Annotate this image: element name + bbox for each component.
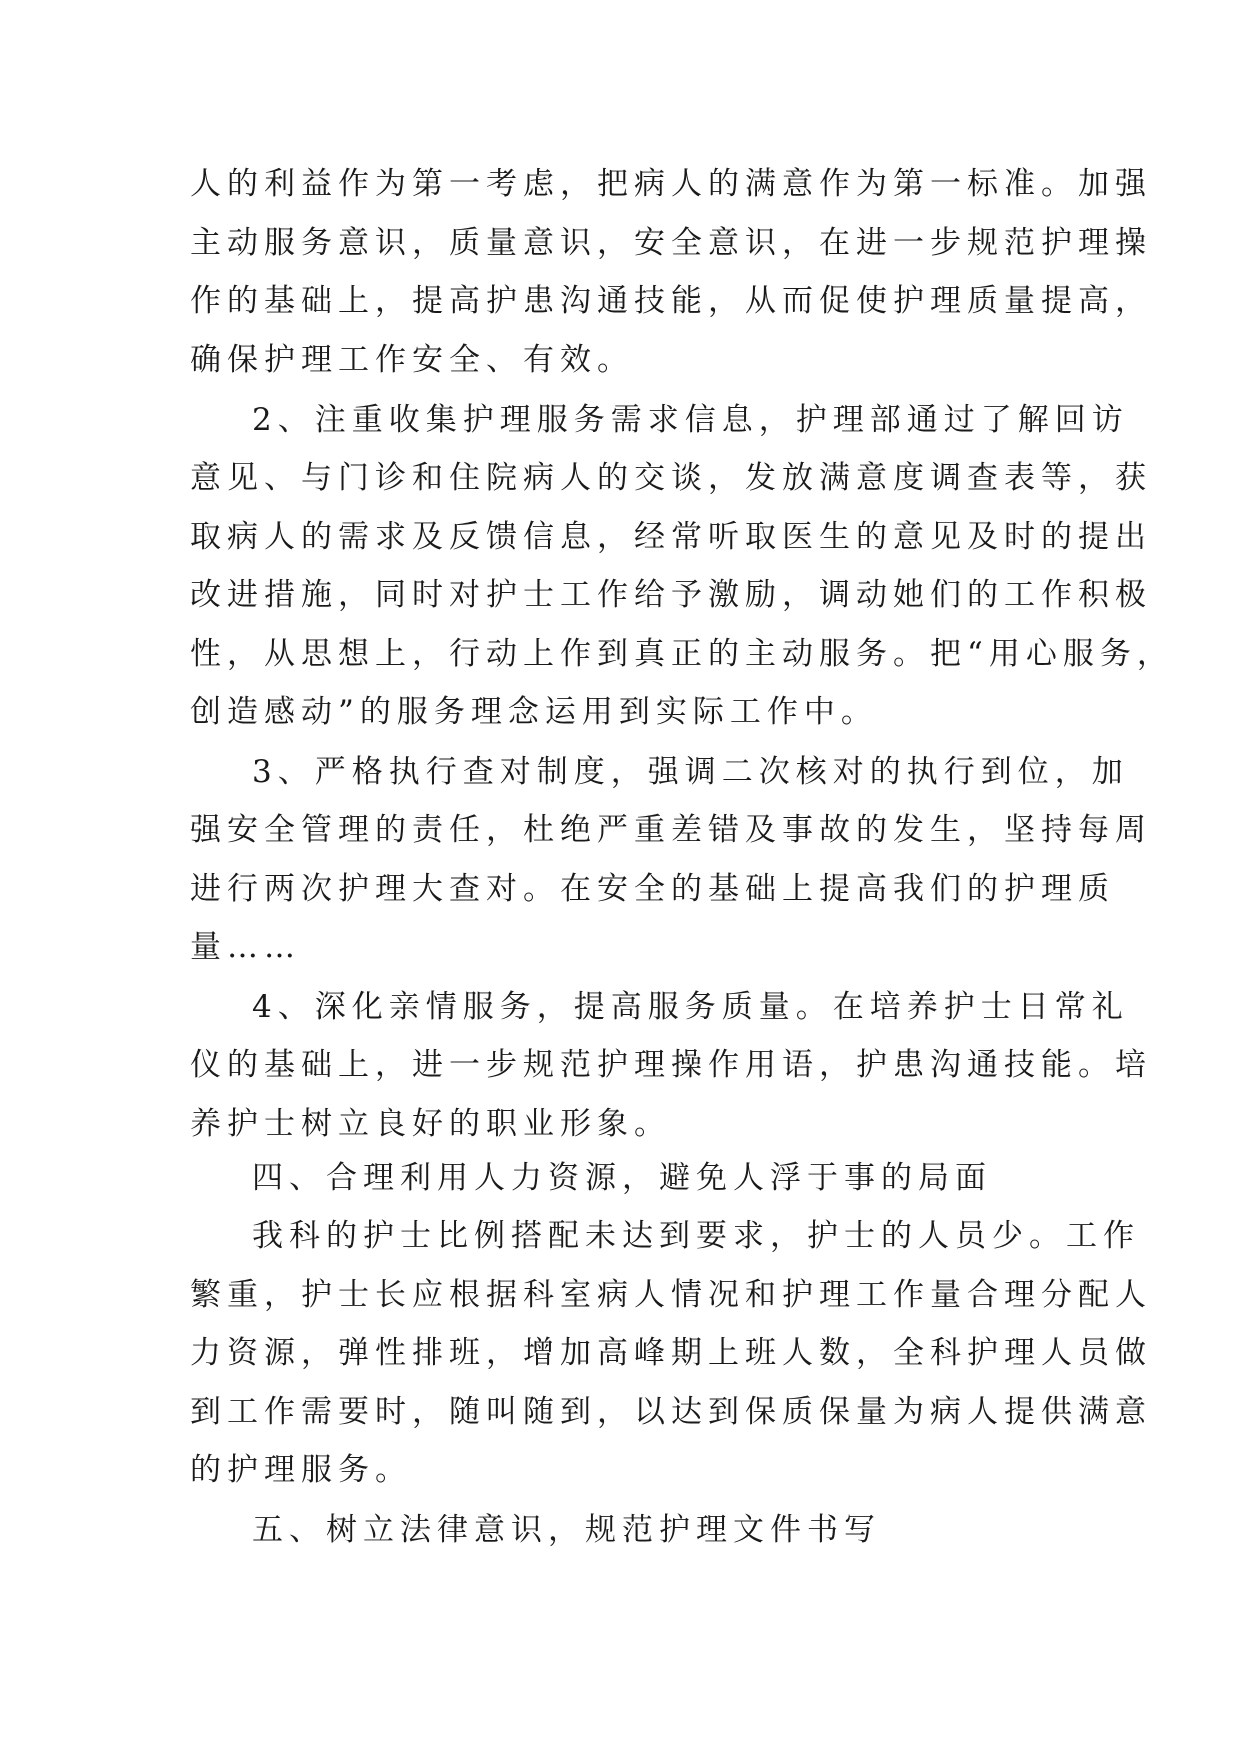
text-line: 改进措施，同时对护士工作给予激励，调动她们的工作积极: [190, 577, 1152, 613]
text-line: 创造感动”的服务理念运用到实际工作中。: [190, 694, 878, 730]
text-line: 强安全管理的责任，杜绝严重差错及事故的发生，坚持每周: [190, 812, 1152, 848]
text-line: 作的基础上，提高护患沟通技能，从而促使护理质量提高，: [190, 283, 1152, 319]
text-line: 量……: [190, 929, 301, 965]
text-line: 到工作需要时，随叫随到，以达到保质保量为病人提供满意: [190, 1394, 1152, 1430]
text-line: 繁重，护士长应根据科室病人情况和护理工作量合理分配人: [190, 1277, 1152, 1313]
text-line: 力资源，弹性排班，增加高峰期上班人数，全科护理人员做: [190, 1335, 1152, 1371]
text-line: 4、深化亲情服务，提高服务质量。在培养护士日常礼: [252, 989, 1129, 1025]
section-heading: 五、树立法律意识，规范护理文件书写: [252, 1512, 881, 1548]
text-line: 我科的护士比例搭配未达到要求，护士的人员少。工作: [252, 1218, 1140, 1254]
text-line: 进行两次护理大查对。在安全的基础上提高我们的护理质: [190, 871, 1115, 907]
text-line: 主动服务意识，质量意识，安全意识，在进一步规范护理操: [190, 225, 1152, 261]
text-line: 仪的基础上，进一步规范护理操作用语，护患沟通技能。培: [190, 1047, 1152, 1083]
text-line: 3、严格执行查对制度，强调二次核对的执行到位，加: [252, 754, 1129, 790]
text-line: 养护士树立良好的职业形象。: [190, 1106, 671, 1142]
text-line: 取病人的需求及反馈信息，经常听取医生的意见及时的提出: [190, 519, 1152, 555]
text-line: 的护理服务。: [190, 1452, 412, 1488]
section-heading: 四、合理利用人力资源，避免人浮于事的局面: [252, 1160, 992, 1196]
text-line: 意见、与门诊和住院病人的交谈，发放满意度调查表等，获: [190, 460, 1152, 496]
text-line: 2、注重收集护理服务需求信息，护理部通过了解回访: [252, 402, 1129, 438]
text-line: 性，从思想上，行动上作到真正的主动服务。把“用心服务，: [190, 636, 1174, 672]
text-line: 人的利益作为第一考虑，把病人的满意作为第一标准。加强: [190, 166, 1152, 202]
text-line: 确保护理工作安全、有效。: [190, 342, 634, 378]
